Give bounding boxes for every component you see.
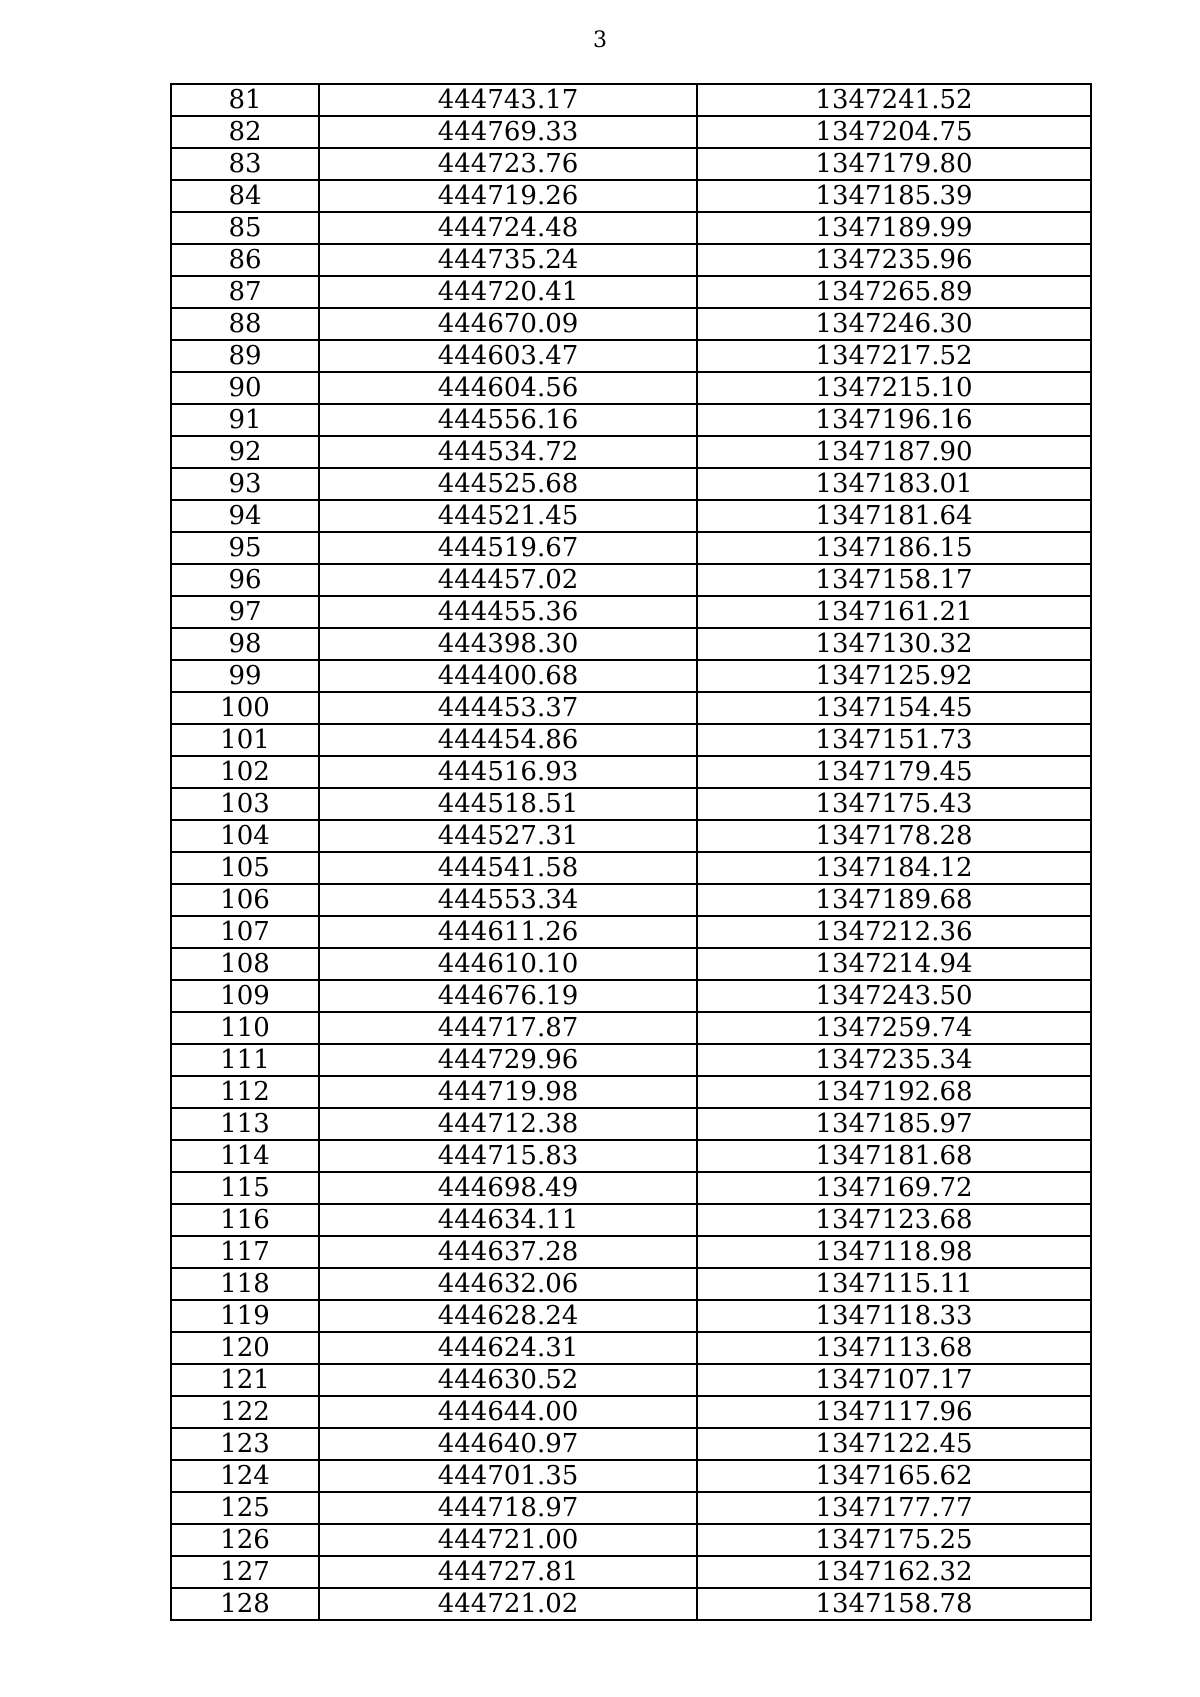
table-row (171, 1524, 1091, 1556)
point-number-cell: 90 (171, 372, 319, 404)
x-coordinate-cell: 444519.67 (319, 532, 697, 564)
y-coordinate-cell: 1347162.32 (697, 1556, 1091, 1588)
point-number-cell: 88 (171, 308, 319, 340)
x-coordinate-cell: 444718.97 (319, 1492, 697, 1524)
table-row (171, 500, 1091, 532)
x-coordinate-cell: 444721.02 (319, 1588, 697, 1620)
y-coordinate-cell: 1347154.45 (697, 692, 1091, 724)
y-coordinate-cell: 1347184.12 (697, 852, 1091, 884)
point-number-cell: 122 (171, 1396, 319, 1428)
x-coordinate-cell: 444604.56 (319, 372, 697, 404)
table-row (171, 180, 1091, 212)
x-coordinate-cell: 444735.24 (319, 244, 697, 276)
point-number-cell: 83 (171, 148, 319, 180)
point-number-cell: 81 (171, 84, 319, 116)
y-coordinate-cell: 1347175.43 (697, 788, 1091, 820)
y-coordinate-cell: 1347189.99 (697, 212, 1091, 244)
x-coordinate-cell: 444717.87 (319, 1012, 697, 1044)
point-number-cell: 89 (171, 340, 319, 372)
point-number-cell: 116 (171, 1204, 319, 1236)
point-number-cell: 108 (171, 948, 319, 980)
y-coordinate-cell: 1347179.80 (697, 148, 1091, 180)
y-coordinate-cell: 1347130.32 (697, 628, 1091, 660)
table-row (171, 1332, 1091, 1364)
y-coordinate-cell: 1347235.34 (697, 1044, 1091, 1076)
x-coordinate-cell: 444720.41 (319, 276, 697, 308)
table-row (171, 116, 1091, 148)
y-coordinate-cell: 1347113.68 (697, 1332, 1091, 1364)
table-row (171, 1172, 1091, 1204)
y-coordinate-cell: 1347212.36 (697, 916, 1091, 948)
y-coordinate-cell: 1347165.62 (697, 1460, 1091, 1492)
point-number-cell: 99 (171, 660, 319, 692)
y-coordinate-cell: 1347196.16 (697, 404, 1091, 436)
y-coordinate-cell: 1347169.72 (697, 1172, 1091, 1204)
table-row (171, 1588, 1091, 1620)
table-row (171, 852, 1091, 884)
point-number-cell: 82 (171, 116, 319, 148)
table-row (171, 1012, 1091, 1044)
table-row (171, 1236, 1091, 1268)
point-number-cell: 106 (171, 884, 319, 916)
table-row (171, 660, 1091, 692)
x-coordinate-cell: 444521.45 (319, 500, 697, 532)
x-coordinate-cell: 444553.34 (319, 884, 697, 916)
x-coordinate-cell: 444628.24 (319, 1300, 697, 1332)
table-row (171, 980, 1091, 1012)
x-coordinate-cell: 444632.06 (319, 1268, 697, 1300)
point-number-cell: 96 (171, 564, 319, 596)
y-coordinate-cell: 1347186.15 (697, 532, 1091, 564)
table-row (171, 884, 1091, 916)
table-row (171, 1108, 1091, 1140)
y-coordinate-cell: 1347151.73 (697, 724, 1091, 756)
point-number-cell: 100 (171, 692, 319, 724)
y-coordinate-cell: 1347158.17 (697, 564, 1091, 596)
x-coordinate-cell: 444527.31 (319, 820, 697, 852)
point-number-cell: 94 (171, 500, 319, 532)
y-coordinate-cell: 1347115.11 (697, 1268, 1091, 1300)
y-coordinate-cell: 1347217.52 (697, 340, 1091, 372)
y-coordinate-cell: 1347185.39 (697, 180, 1091, 212)
table-row (171, 436, 1091, 468)
point-number-cell: 87 (171, 276, 319, 308)
table-row (171, 1364, 1091, 1396)
y-coordinate-cell: 1347178.28 (697, 820, 1091, 852)
point-number-cell: 85 (171, 212, 319, 244)
y-coordinate-cell: 1347125.92 (697, 660, 1091, 692)
table-row (171, 1140, 1091, 1172)
x-coordinate-cell: 444724.48 (319, 212, 697, 244)
point-number-cell: 91 (171, 404, 319, 436)
point-number-cell: 115 (171, 1172, 319, 1204)
point-number-cell: 103 (171, 788, 319, 820)
point-number-cell: 128 (171, 1588, 319, 1620)
y-coordinate-cell: 1347259.74 (697, 1012, 1091, 1044)
x-coordinate-cell: 444634.11 (319, 1204, 697, 1236)
point-number-cell: 127 (171, 1556, 319, 1588)
table-row (171, 532, 1091, 564)
point-number-cell: 97 (171, 596, 319, 628)
table-row (171, 948, 1091, 980)
table-row (171, 756, 1091, 788)
x-coordinate-cell: 444603.47 (319, 340, 697, 372)
y-coordinate-cell: 1347179.45 (697, 756, 1091, 788)
x-coordinate-cell: 444453.37 (319, 692, 697, 724)
x-coordinate-cell: 444743.17 (319, 84, 697, 116)
y-coordinate-cell: 1347107.17 (697, 1364, 1091, 1396)
table-row (171, 308, 1091, 340)
x-coordinate-cell: 444556.16 (319, 404, 697, 436)
point-number-cell: 124 (171, 1460, 319, 1492)
table-row (171, 692, 1091, 724)
table-row (171, 724, 1091, 756)
table-row (171, 564, 1091, 596)
y-coordinate-cell: 1347243.50 (697, 980, 1091, 1012)
table-row (171, 404, 1091, 436)
point-number-cell: 120 (171, 1332, 319, 1364)
point-number-cell: 107 (171, 916, 319, 948)
point-number-cell: 93 (171, 468, 319, 500)
y-coordinate-cell: 1347175.25 (697, 1524, 1091, 1556)
table-row (171, 1428, 1091, 1460)
table-body (171, 84, 1091, 1620)
x-coordinate-cell: 444454.86 (319, 724, 697, 756)
y-coordinate-cell: 1347118.33 (697, 1300, 1091, 1332)
y-coordinate-cell: 1347265.89 (697, 276, 1091, 308)
page-number: 3 (593, 28, 607, 53)
point-number-cell: 109 (171, 980, 319, 1012)
table-row (171, 276, 1091, 308)
y-coordinate-cell: 1347241.52 (697, 84, 1091, 116)
y-coordinate-cell: 1347215.10 (697, 372, 1091, 404)
y-coordinate-cell: 1347161.21 (697, 596, 1091, 628)
table-row (171, 1044, 1091, 1076)
y-coordinate-cell: 1347158.78 (697, 1588, 1091, 1620)
x-coordinate-cell: 444676.19 (319, 980, 697, 1012)
y-coordinate-cell: 1347235.96 (697, 244, 1091, 276)
point-number-cell: 92 (171, 436, 319, 468)
x-coordinate-cell: 444698.49 (319, 1172, 697, 1204)
point-number-cell: 114 (171, 1140, 319, 1172)
x-coordinate-cell: 444729.96 (319, 1044, 697, 1076)
x-coordinate-cell: 444610.10 (319, 948, 697, 980)
x-coordinate-cell: 444630.52 (319, 1364, 697, 1396)
point-number-cell: 104 (171, 820, 319, 852)
x-coordinate-cell: 444518.51 (319, 788, 697, 820)
x-coordinate-cell: 444525.68 (319, 468, 697, 500)
point-number-cell: 105 (171, 852, 319, 884)
y-coordinate-cell: 1347204.75 (697, 116, 1091, 148)
x-coordinate-cell: 444727.81 (319, 1556, 697, 1588)
x-coordinate-cell: 444624.31 (319, 1332, 697, 1364)
y-coordinate-cell: 1347122.45 (697, 1428, 1091, 1460)
table-row (171, 1492, 1091, 1524)
point-number-cell: 117 (171, 1236, 319, 1268)
table-row (171, 788, 1091, 820)
table-row (171, 84, 1091, 116)
x-coordinate-cell: 444670.09 (319, 308, 697, 340)
y-coordinate-cell: 1347177.77 (697, 1492, 1091, 1524)
table-row (171, 372, 1091, 404)
table-row (171, 244, 1091, 276)
point-number-cell: 101 (171, 724, 319, 756)
table-row (171, 1396, 1091, 1428)
point-number-cell: 102 (171, 756, 319, 788)
x-coordinate-cell: 444719.26 (319, 180, 697, 212)
y-coordinate-cell: 1347214.94 (697, 948, 1091, 980)
table-row (171, 1076, 1091, 1108)
x-coordinate-cell: 444400.68 (319, 660, 697, 692)
point-number-cell: 126 (171, 1524, 319, 1556)
x-coordinate-cell: 444640.97 (319, 1428, 697, 1460)
table-row (171, 596, 1091, 628)
x-coordinate-cell: 444723.76 (319, 148, 697, 180)
y-coordinate-cell: 1347189.68 (697, 884, 1091, 916)
y-coordinate-cell: 1347118.98 (697, 1236, 1091, 1268)
y-coordinate-cell: 1347246.30 (697, 308, 1091, 340)
table-row (171, 340, 1091, 372)
point-number-cell: 123 (171, 1428, 319, 1460)
y-coordinate-cell: 1347192.68 (697, 1076, 1091, 1108)
table-row (171, 820, 1091, 852)
x-coordinate-cell: 444398.30 (319, 628, 697, 660)
y-coordinate-cell: 1347183.01 (697, 468, 1091, 500)
table-row (171, 628, 1091, 660)
x-coordinate-cell: 444516.93 (319, 756, 697, 788)
point-number-cell: 113 (171, 1108, 319, 1140)
x-coordinate-cell: 444637.28 (319, 1236, 697, 1268)
table-row (171, 468, 1091, 500)
y-coordinate-cell: 1347123.68 (697, 1204, 1091, 1236)
x-coordinate-cell: 444715.83 (319, 1140, 697, 1172)
table-row (171, 1204, 1091, 1236)
point-number-cell: 121 (171, 1364, 319, 1396)
y-coordinate-cell: 1347181.64 (697, 500, 1091, 532)
y-coordinate-cell: 1347185.97 (697, 1108, 1091, 1140)
coordinates-table (170, 83, 1092, 1621)
point-number-cell: 98 (171, 628, 319, 660)
x-coordinate-cell: 444721.00 (319, 1524, 697, 1556)
x-coordinate-cell: 444644.00 (319, 1396, 697, 1428)
y-coordinate-cell: 1347117.96 (697, 1396, 1091, 1428)
table-row (171, 1300, 1091, 1332)
x-coordinate-cell: 444534.72 (319, 436, 697, 468)
x-coordinate-cell: 444455.36 (319, 596, 697, 628)
x-coordinate-cell: 444611.26 (319, 916, 697, 948)
point-number-cell: 84 (171, 180, 319, 212)
table-row (171, 1268, 1091, 1300)
y-coordinate-cell: 1347187.90 (697, 436, 1091, 468)
point-number-cell: 111 (171, 1044, 319, 1076)
x-coordinate-cell: 444769.33 (319, 116, 697, 148)
x-coordinate-cell: 444719.98 (319, 1076, 697, 1108)
point-number-cell: 110 (171, 1012, 319, 1044)
point-number-cell: 112 (171, 1076, 319, 1108)
point-number-cell: 95 (171, 532, 319, 564)
point-number-cell: 118 (171, 1268, 319, 1300)
x-coordinate-cell: 444457.02 (319, 564, 697, 596)
table-row (171, 212, 1091, 244)
x-coordinate-cell: 444541.58 (319, 852, 697, 884)
x-coordinate-cell: 444701.35 (319, 1460, 697, 1492)
point-number-cell: 125 (171, 1492, 319, 1524)
x-coordinate-cell: 444712.38 (319, 1108, 697, 1140)
table-row (171, 148, 1091, 180)
table-row (171, 916, 1091, 948)
y-coordinate-cell: 1347181.68 (697, 1140, 1091, 1172)
point-number-cell: 119 (171, 1300, 319, 1332)
point-number-cell: 86 (171, 244, 319, 276)
table-row (171, 1460, 1091, 1492)
table-row (171, 1556, 1091, 1588)
